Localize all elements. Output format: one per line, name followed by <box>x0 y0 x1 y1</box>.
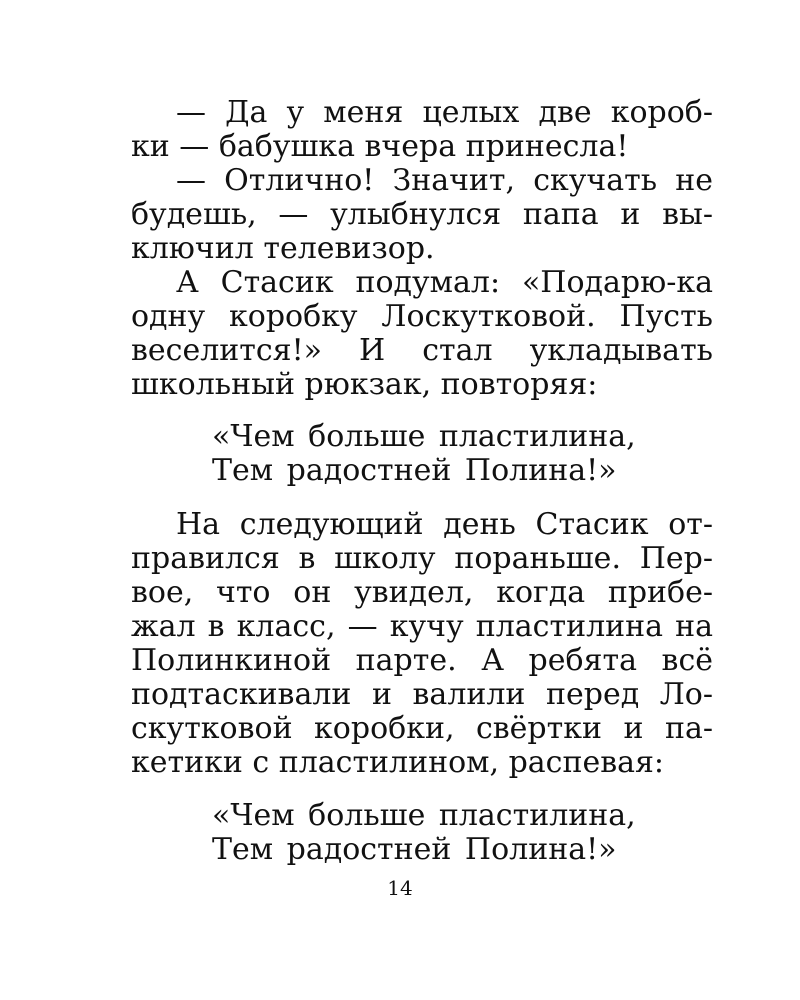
verse-2-line-2: Тем радостней Полина!» <box>212 832 617 867</box>
paragraph-4-line-1: На следующий день Стасик от- <box>176 507 713 542</box>
page-number: 14 <box>387 876 413 900</box>
paragraph-4-line-3: вое, что он увидел, когда прибе- <box>131 575 713 610</box>
paragraph-2-line-2: будешь, — улыбнулся папа и вы- <box>131 197 713 232</box>
paragraph-2-line-1: — Отлично! Значит, скучать не <box>176 163 713 198</box>
paragraph-1-line-1: — Да у меня целых две короб- <box>176 95 713 130</box>
paragraph-3-line-3: веселится!» И стал укладывать <box>131 333 713 368</box>
paragraph-3-line-2: одну коробку Лоскутковой. Пусть <box>131 299 713 334</box>
paragraph-3-line-1: А Стасик подумал: «Подарю-ка <box>176 265 713 300</box>
paragraph-3-line-4: школьный рюкзак, повторяя: <box>131 367 598 402</box>
paragraph-4-line-2: правился в школу пораньше. Пер- <box>131 541 713 576</box>
paragraph-4-line-7: скутковой коробки, свёртки и па- <box>131 711 713 746</box>
verse-2-line-1: «Чем больше пластилина, <box>212 798 636 833</box>
paragraph-2-line-3: ключил телевизор. <box>131 231 435 266</box>
paragraph-4-line-5: Полинкиной парте. А ребята всё <box>131 643 713 678</box>
verse-1-line-2: Тем радостней Полина!» <box>212 453 617 488</box>
paragraph-1-line-2: ки — бабушка вчера принесла! <box>131 129 629 164</box>
paragraph-4-line-6: подтаскивали и валили перед Ло- <box>131 677 713 712</box>
verse-1-line-1: «Чем больше пластилина, <box>212 419 636 454</box>
paragraph-4-line-8: кетики с пластилином, распевая: <box>131 745 665 780</box>
paragraph-4-line-4: жал в класс, — кучу пластилина на <box>131 609 713 644</box>
